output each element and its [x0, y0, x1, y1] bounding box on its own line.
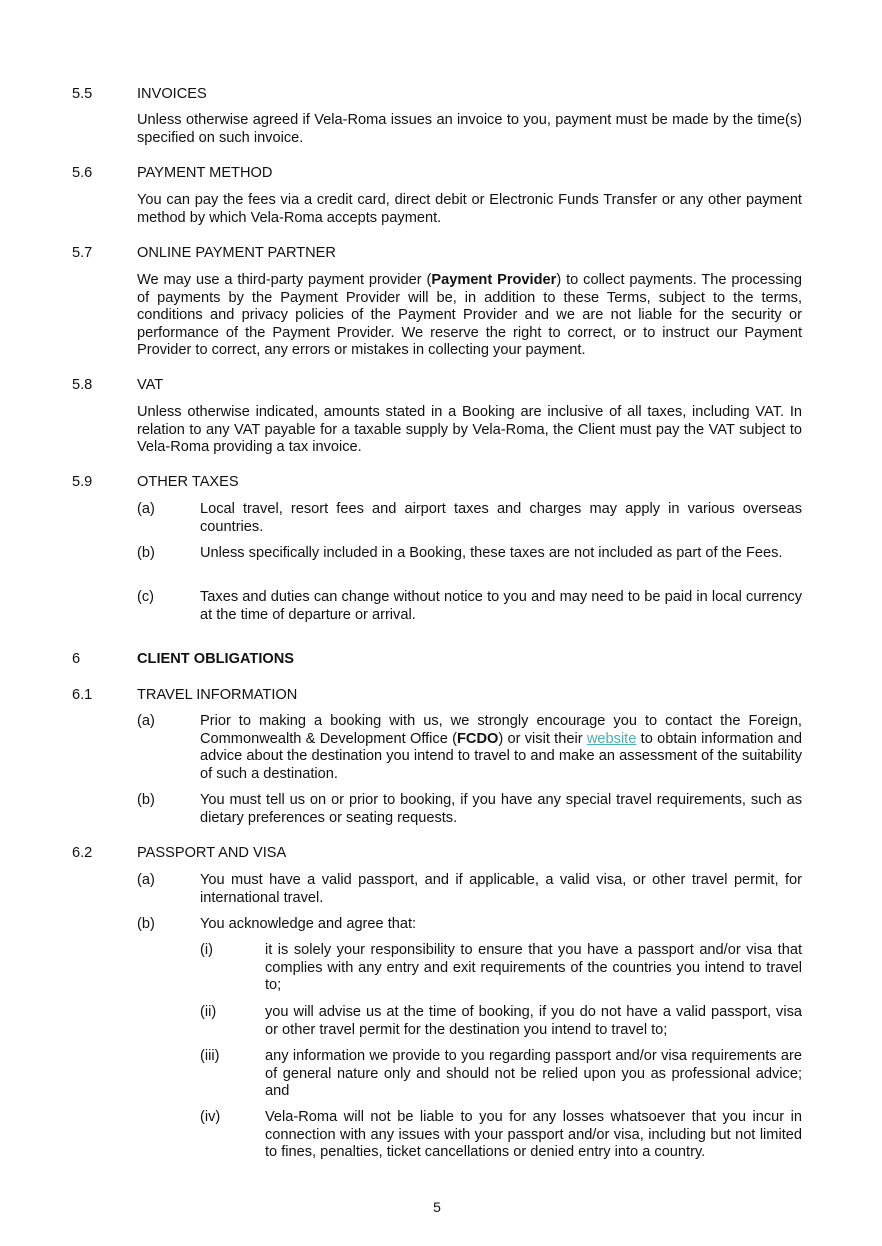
page-number: 5 — [433, 1199, 441, 1215]
section-body: Unless otherwise indicated, amounts stated in a Booking are inclusive of all taxes, including VAT. In relation to any VAT payable for a taxable supply by Vela-Roma, the Client must pay the VAT subject to Vela-Roma providing a tax invoice. — [137, 404, 802, 455]
list-item-text: Taxes and duties can change without notice to you and may need to be paid in local currency at the time of departure or arrival. — [200, 589, 802, 623]
section-number: 5.5 — [72, 86, 93, 102]
list-item-label: (a) — [137, 501, 155, 517]
list-item-label: (b) — [137, 916, 155, 932]
body-text: ) to collect payments. The processing of payments by the Payment Provider will be, in addition to these Terms, subject to the terms, conditions and privacy policies of the Payment Provider and we are not liable for the security or performance of the Payment Provider. We reserve the right to correct, or to instruct our Payment Provider to correct, any errors or mistakes in collecting your payment. — [137, 272, 802, 358]
list-item-label: (c) — [137, 589, 155, 605]
body-text: We may use a third-party payment provider ( — [137, 272, 432, 288]
list-item-text — [200, 713, 802, 783]
section-heading: PAYMENT METHOD — [137, 165, 273, 181]
list-item-label: (b) — [137, 545, 155, 561]
sub-item-label: (ii) — [200, 1004, 217, 1020]
defined-term: Payment Provider — [431, 272, 557, 288]
section-heading: OTHER TAXES — [137, 474, 239, 490]
section-number: 5.7 — [72, 245, 93, 261]
section-number: 5.8 — [72, 377, 93, 393]
sub-item-text: you will advise us at the time of booking, if you do not have a valid passport, visa or other travel permit for the destination you intend to travel to; — [265, 1004, 802, 1038]
section-number: 5.6 — [72, 165, 93, 181]
sub-item-text: it is solely your responsibility to ensure that you have a passport and/or visa that complies with any entry and exit requirements of the countries you intend to travel to; — [265, 942, 802, 993]
section-heading: PASSPORT AND VISA — [137, 845, 287, 861]
section-body — [137, 272, 802, 360]
sub-item-label: (iv) — [200, 1109, 221, 1125]
sub-item-label: (i) — [200, 942, 213, 958]
body-text: to obtain information and advice about the destination you intend to travel to and make an assessment of the suitability of such a destination. — [200, 730, 802, 782]
section-number: 5.9 — [72, 474, 93, 490]
section-number: 6.2 — [72, 845, 93, 861]
section-heading: TRAVEL INFORMATION — [137, 687, 298, 703]
defined-term: FCDO — [456, 730, 499, 747]
list-item-text: You must have a valid passport, and if applicable, a valid visa, or other travel permit, for international travel. — [200, 872, 802, 906]
section-heading: ONLINE PAYMENT PARTNER — [137, 245, 336, 261]
section-number: 6.1 — [72, 687, 93, 703]
list-item-text: Unless specifically included in a Booking, these taxes are not included as part of the Fees. — [200, 545, 783, 561]
list-item-text: You acknowledge and agree that: — [200, 916, 417, 932]
list-item-text: Local travel, resort fees and airport taxes and charges may apply in various overseas countries. — [200, 501, 802, 535]
section-body: Unless otherwise agreed if Vela-Roma issues an invoice to you, payment must be made by the time(s) specified on such invoice. — [137, 112, 802, 146]
clause-number: 6 — [72, 651, 81, 667]
list-item-label: (a) — [137, 713, 155, 729]
body-text: ) or visit their — [498, 730, 587, 747]
clause-heading: CLIENT OBLIGATIONS — [137, 651, 295, 667]
website-link[interactable]: website — [586, 730, 637, 747]
section-heading: VAT — [137, 377, 164, 393]
section-heading: INVOICES — [137, 86, 207, 102]
list-item-label: (b) — [137, 792, 155, 808]
list-item-label: (a) — [137, 872, 155, 888]
section-body: You can pay the fees via a credit card, direct debit or Electronic Funds Transfer or any other payment method by which Vela-Roma accepts payment. — [137, 192, 802, 226]
body-text: Prior to making a booking with us, we strongly encourage you to contact the Foreign, Commonwealth & Development Office ( — [200, 713, 802, 747]
list-item-text: You must tell us on or prior to booking, if you have any special travel requirements, such as dietary preferences or seating requests. — [200, 792, 802, 826]
sub-item-text: Vela-Roma will not be liable to you for any losses whatsoever that you incur in connection with any issues with your passport and/or visa, including but not limited to fines, penalties, ticket cancellations or denied entry into a country. — [265, 1109, 802, 1160]
sub-item-label: (iii) — [200, 1048, 220, 1064]
sub-item-text: any information we provide to you regarding passport and/or visa requirements are of general nature only and should not be relied upon you as professional advice; and — [265, 1048, 802, 1099]
